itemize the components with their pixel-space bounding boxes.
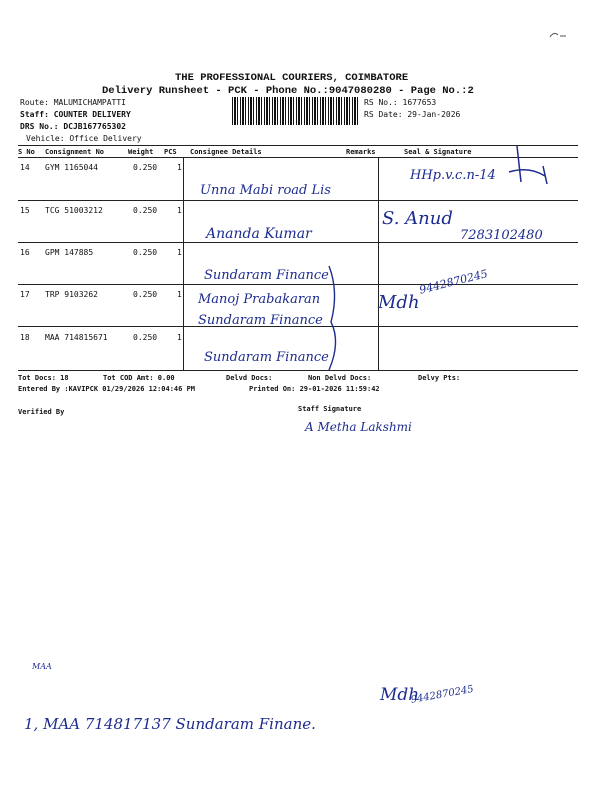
rs-no-label: RS No.: 1677653	[364, 98, 437, 107]
table-header-rule	[18, 157, 578, 158]
col-divider-2	[378, 157, 379, 370]
seal-num-15: 7283102480	[460, 228, 543, 243]
col-divider-1	[183, 157, 184, 370]
row-weight: 0.250	[133, 206, 158, 215]
runsheet-subtitle: Delivery Runsheet - PCK - Phone No.:9047080280 - Page No.:2	[102, 85, 474, 97]
delvy-pts: Delvy Pts:	[418, 374, 461, 382]
staff-signature-label: Staff Signature	[298, 405, 362, 413]
row-consignment: GYM 1165044	[45, 163, 98, 172]
delvd-docs: Delvd Docs:	[226, 374, 273, 382]
consignee-hand-17a: Manoj Prabakaran	[198, 292, 321, 307]
route-label: Route: MALUMICHAMPATTI	[20, 98, 126, 107]
row-weight: 0.250	[133, 248, 158, 257]
printed-on: Printed On: 29-01-2026 11:59:42	[249, 385, 380, 393]
corner-mark	[548, 30, 568, 40]
col-weight: Weight	[128, 148, 154, 156]
row-pcs: 1	[177, 248, 182, 257]
row-consignment: TCG 51003212	[45, 206, 103, 215]
row-sno: 15	[20, 206, 30, 215]
bottom-note-hand: 1, MAA 714817137 Sundaram Finane.	[24, 715, 316, 733]
row-pcs: 1	[177, 333, 182, 342]
row-consignment: GPM 147885	[45, 248, 94, 257]
row-consignment: TRP 9103262	[45, 290, 98, 299]
table-top-rule	[18, 145, 578, 146]
barcode	[232, 97, 358, 125]
signature-scribble-14	[505, 142, 555, 188]
row-pcs: 1	[177, 206, 182, 215]
col-seal: Seal & Signature	[404, 148, 472, 156]
seal-hand-14: HHp.v.c.n-14	[410, 168, 496, 183]
table-bottom-rule	[18, 370, 578, 371]
bracket-mark	[325, 262, 345, 374]
col-pcs: PCS	[164, 148, 177, 156]
tot-docs: Tot Docs: 18	[18, 374, 69, 382]
tot-cod: Tot COD Amt: 0.00	[103, 374, 175, 382]
row-rule	[18, 200, 578, 201]
row-sno: 18	[20, 333, 30, 342]
bottom-sign-num: 9442870245	[410, 683, 475, 706]
row-rule	[18, 284, 578, 285]
consignee-hand-15: Ananda Kumar	[206, 226, 312, 242]
drs-label: DRS No.: DCJB167765302	[20, 122, 126, 131]
row-pcs: 1	[177, 163, 182, 172]
row-weight: 0.250	[133, 290, 158, 299]
row-sno: 14	[20, 163, 30, 172]
consignee-hand-17b: Sundaram Finance	[198, 313, 323, 328]
staff-signature-hand: A Metha Lakshmi	[305, 420, 412, 434]
entered-by: Entered By :KAVIPCK 01/29/2026 12:04:46 PM	[18, 385, 196, 393]
non-delvd-docs: Non Delvd Docs:	[308, 374, 372, 382]
seal-num-17: 9442870245	[418, 267, 490, 297]
row-pcs: 1	[177, 290, 182, 299]
vehicle-label: Vehicle: Office Delivery	[26, 134, 142, 143]
staff-label: Staff: COUNTER DELIVERY	[20, 110, 131, 119]
row-sno: 16	[20, 248, 30, 257]
row-consignment: MAA 714815671	[45, 333, 108, 342]
bottom-tag-hand: MAA	[32, 662, 52, 671]
col-remarks: Remarks	[346, 148, 376, 156]
consignee-hand-16: Sundaram Finance	[204, 268, 329, 283]
seal-hand-17: Mdh	[378, 292, 420, 313]
rs-date-label: RS Date: 29-Jan-2026	[364, 110, 461, 119]
seal-hand-15: S. Anud	[382, 208, 453, 229]
verified-by: Verified By	[18, 408, 65, 416]
consignee-hand-14: Unna Mabi road Lis	[200, 183, 331, 198]
row-weight: 0.250	[133, 163, 158, 172]
bottom-sign-hand: Mdh	[380, 685, 420, 705]
row-weight: 0.250	[133, 333, 158, 342]
col-sno: S No	[18, 148, 35, 156]
col-consignee: Consignee Details	[190, 148, 262, 156]
col-consignment: Consignment No	[45, 148, 105, 156]
consignee-hand-18: Sundaram Finance	[204, 350, 329, 365]
row-sno: 17	[20, 290, 30, 299]
company-title: THE PROFESSIONAL COURIERS, COIMBATORE	[175, 72, 409, 84]
